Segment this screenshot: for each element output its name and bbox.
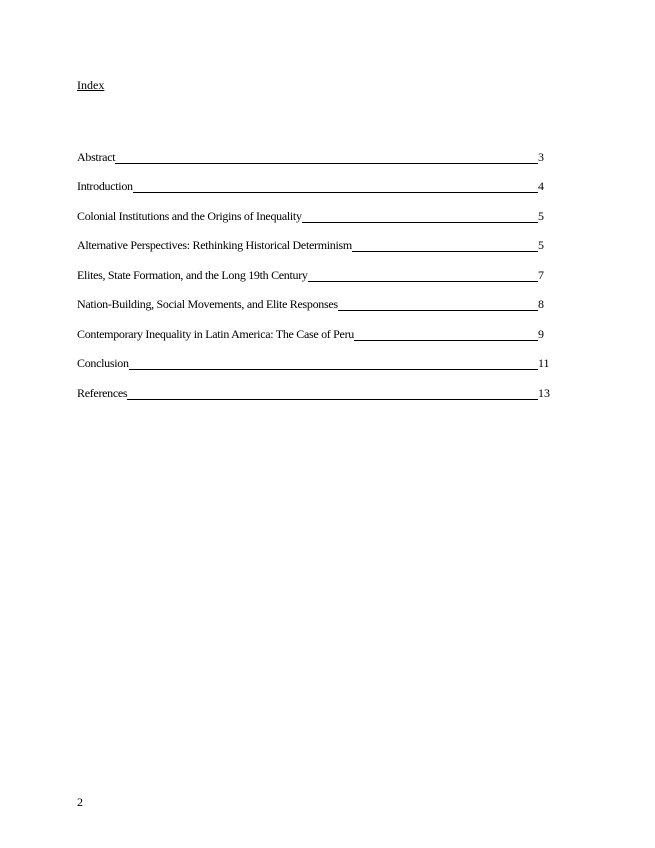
toc-leader-line [115,163,538,164]
footer-page-number: 2 [77,795,83,809]
toc-entry-nation-building[interactable] [77,283,552,313]
toc-entry-title: Nation-Building, Social Movements, and Elite Responses [77,297,338,311]
index-heading: Index [77,78,105,92]
toc-leader-line [302,222,538,223]
toc-entry-elites-state-formation[interactable] [77,253,552,283]
toc-entry-page: 7 [538,267,544,282]
toc-leader-line [127,399,538,400]
toc-entry-page: 4 [538,179,544,193]
toc-leader-line [354,340,538,341]
toc-entry-page: 11 [538,356,550,370]
toc-entry-title: Introduction [77,179,133,193]
toc-entry-colonial-institutions[interactable] [77,194,552,224]
toc-entry-page: 5 [538,238,544,252]
toc-leader-line [133,192,538,193]
toc-entry-title: Conclusion [77,356,129,370]
toc-entry-references[interactable] [77,371,552,401]
toc-entry-conclusion[interactable] [77,342,552,372]
toc-leader-line [338,310,538,311]
toc-entry-page: 5 [538,208,544,223]
toc-entry-abstract[interactable] [77,135,552,165]
toc-entry-title: Abstract [77,149,116,164]
toc-leader-line [308,281,538,282]
toc-entry-page: 13 [538,385,550,400]
toc-entry-title: Elites, State Formation, and the Long 19th Century [77,267,308,282]
toc-entry-page: 9 [538,326,544,341]
toc-entry-contemporary-inequality[interactable] [77,312,552,342]
toc-entry-page: 3 [538,149,544,164]
table-of-contents [77,135,552,401]
toc-entry-title: Colonial Institutions and the Origins of Inequality [77,208,302,223]
toc-entry-title: References [77,385,128,400]
toc-leader-line [129,369,538,370]
toc-leader-line [352,251,538,252]
toc-entry-title: Contemporary Inequality in Latin America: The Case of Peru [77,326,354,341]
toc-entry-introduction[interactable] [77,165,552,195]
toc-entry-alternative-perspectives[interactable] [77,224,552,254]
toc-entry-title: Alternative Perspectives: Rethinking Historical Determinism [77,238,352,252]
toc-entry-page: 8 [538,297,544,311]
